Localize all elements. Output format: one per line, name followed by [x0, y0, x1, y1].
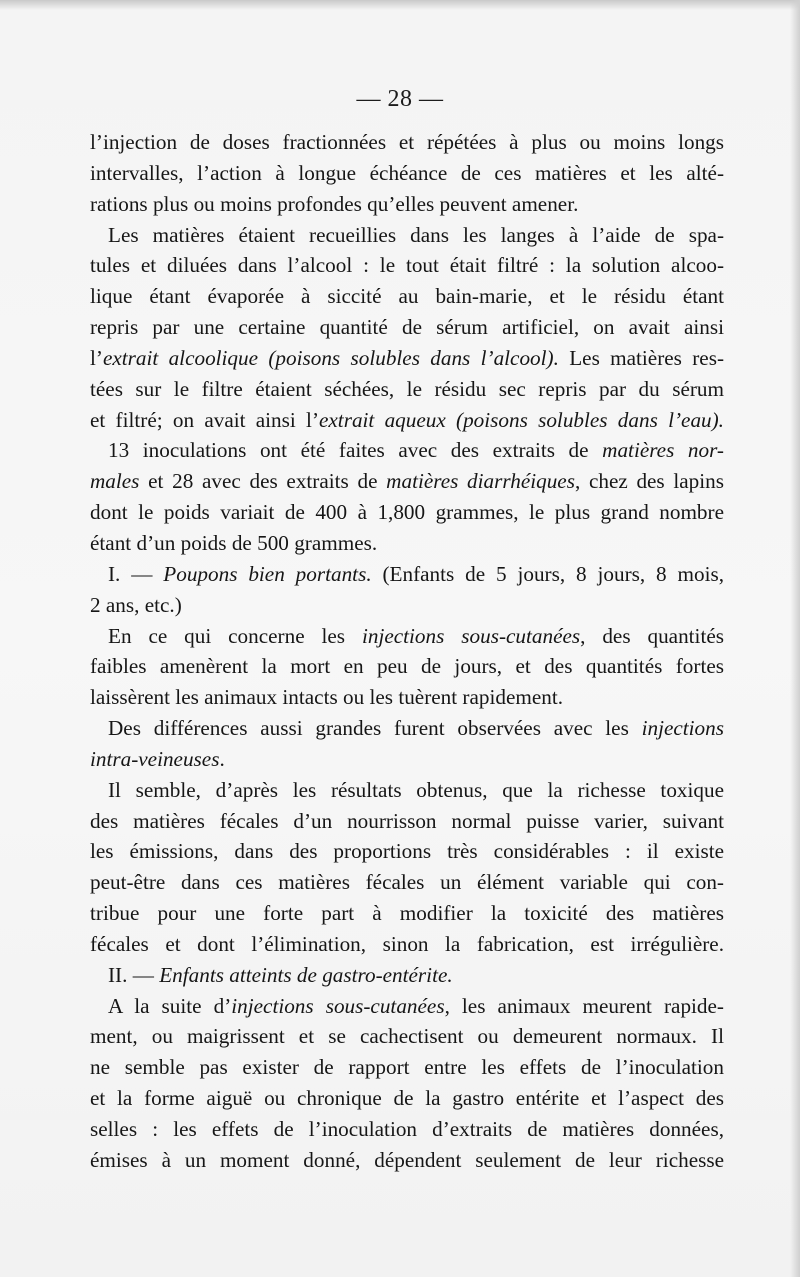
text-line [90, 405, 724, 436]
text-line [90, 220, 724, 251]
text-line [90, 836, 724, 867]
text-line [90, 250, 724, 281]
text-line [90, 991, 724, 1022]
text-run: l’injection de doses fractionnées et répétées à plus ou moins longs [90, 130, 724, 154]
text-run: Des différences aussi grandes furent observées avec les [108, 716, 642, 741]
italic-text-run: injections sous-cutanées [231, 993, 445, 1018]
italic-text-run: injections [641, 716, 724, 741]
text-line [90, 343, 724, 374]
text-run: laissèrent les animaux intacts ou les tuèrent rapidement. [90, 685, 564, 710]
text-run: A la suite d’ [108, 993, 232, 1018]
text-run: II. — [108, 962, 160, 987]
text-run: , chez des lapins [574, 469, 724, 494]
text-line [90, 435, 724, 466]
text-run: I. — [108, 561, 164, 586]
text-line [90, 744, 724, 775]
text-run: repris par une certaine quantité de sérum artificiel, on avait ainsi [90, 315, 724, 340]
italic-text-run: extrait aqueux (poisons solubles dans l’eau). [319, 407, 724, 432]
text-line [90, 158, 724, 189]
text-run: 13 inoculations ont été faites avec des extraits de [108, 438, 603, 463]
text-line [90, 621, 724, 652]
text-line [90, 1052, 724, 1083]
text-run: et filtré; on avait ainsi l’ [90, 407, 319, 432]
body-text [90, 127, 724, 1176]
page-shadow-top [0, 0, 800, 10]
text-run: En ce qui concerne les [108, 623, 362, 648]
text-run: Les matières étaient recueillies dans les langes à l’aide de spa- [108, 222, 724, 247]
text-run: ment, ou maigrissent et se cachectisent ou demeurent normaux. Il [90, 1024, 724, 1049]
italic-text-run: extrait alcoolique (poisons solubles dans l’alcool). [102, 345, 559, 370]
text-line [90, 713, 724, 744]
text-run: ne semble pas exister de rapport entre les effets de l’inoculation [90, 1055, 724, 1080]
text-line [90, 528, 724, 559]
text-run: tribue pour une forte part à modifier la toxicité des matières [90, 901, 724, 926]
text-line [90, 281, 724, 312]
text-line [90, 775, 724, 806]
text-run: selles : les effets de l’inoculation d’extraits de matières données, [90, 1117, 724, 1141]
text-run: Il semble, d’après les résultats obtenus, que la richesse toxique [108, 777, 724, 802]
text-run: rations plus ou moins profondes qu’elles peuvent amener. [90, 191, 579, 216]
text-line [90, 466, 724, 497]
italic-text-run: intra-veineuses [90, 746, 220, 771]
text-line [90, 590, 724, 621]
italic-text-run: matières nor- [602, 438, 724, 463]
text-run: tules et diluées dans l’alcool : le tout était filtré : la solution alcoo- [90, 253, 724, 278]
text-run: lique étant évaporée à siccité au bain-marie, et le résidu étant [90, 284, 724, 309]
text-line [90, 960, 724, 991]
text-line [90, 559, 724, 590]
text-run: des matières fécales d’un nourrisson normal puisse varier, suivant [90, 808, 724, 833]
text-run: et la forme aiguë ou chronique de la gastro entérite et l’aspect des [90, 1086, 724, 1111]
text-run: dont le poids variait de 400 à 1,800 grammes, le plus grand nombre [90, 500, 724, 525]
text-line [90, 497, 724, 528]
text-run: intervalles, l’action à longue échéance de ces matières et les alté- [90, 160, 724, 185]
text-line [90, 1145, 724, 1176]
text-run: tées sur le filtre étaient séchées, le résidu sec repris par du sérum [90, 376, 724, 401]
text-run: et 28 avec des extraits de [139, 469, 387, 494]
text-run: . [219, 746, 225, 771]
text-run: 2 ans, etc.) [90, 592, 182, 617]
text-run: étant d’un poids de 500 grammes. [90, 530, 378, 555]
italic-text-run: Poupons bien portants. [163, 561, 372, 586]
text-run: l’ [90, 345, 103, 370]
text-run: , des quantités [580, 623, 724, 648]
text-run: émises à un moment donné, dépendent seulement de leur richesse [90, 1147, 724, 1172]
text-line [90, 189, 724, 220]
page-number: — 28 — [356, 86, 444, 112]
text-run: faibles amenèrent la mort en peu de jours, et des quantités fortes [90, 654, 724, 679]
text-line [90, 1114, 724, 1145]
italic-text-run: males [90, 469, 140, 494]
text-run: (Enfants de 5 jours, 8 jours, 8 mois, [371, 561, 725, 586]
text-run: peut-être dans ces matières fécales un élément variable qui con- [90, 870, 724, 895]
text-run: , les animaux meurent rapide- [444, 993, 724, 1018]
italic-text-run: matières diarrhéiques [386, 469, 575, 494]
text-line [90, 374, 724, 405]
text-run: Les matières res- [558, 345, 724, 370]
text-run: fécales et dont l’élimination, sinon la fabrication, est irrégulière. [90, 931, 724, 956]
text-line [90, 806, 724, 837]
text-run: les émissions, dans des proportions très considérables : il existe [90, 839, 724, 864]
text-line [90, 929, 724, 960]
text-line [90, 651, 724, 682]
text-line [90, 127, 724, 158]
text-line [90, 867, 724, 898]
italic-text-run: injections sous-cutanées [361, 623, 581, 648]
text-line [90, 898, 724, 929]
page-shadow-right [790, 0, 800, 1277]
text-line [90, 312, 724, 343]
text-line [90, 1083, 724, 1114]
text-line [90, 682, 724, 713]
italic-text-run: Enfants atteints de gastro-entérite. [159, 962, 453, 987]
text-line [90, 1021, 724, 1052]
